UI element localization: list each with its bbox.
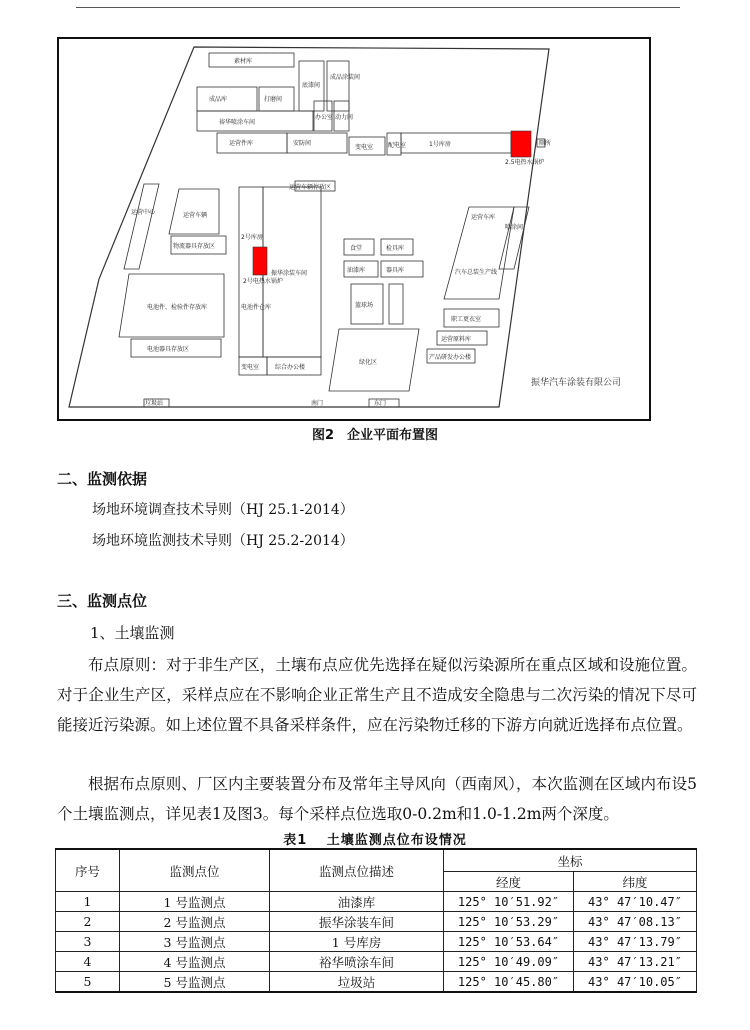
label-dongmen: 东门 — [374, 400, 387, 407]
label-qicai: 器具库 — [386, 267, 405, 274]
bldg-houzheng — [327, 61, 349, 111]
header-coord: 坐标 — [444, 849, 697, 872]
cell-point: 5 号监测点 — [120, 972, 270, 993]
label-dongli: 动力间 — [335, 114, 354, 121]
label-yingshe: 喷涂间 — [505, 224, 524, 231]
label-nanmen: 南门 — [311, 400, 324, 407]
label-yuhua: 裕华喷涂车间 — [219, 119, 256, 126]
boiler-2-marker — [253, 247, 267, 275]
label-zonghe: 综合办公楼 — [275, 364, 306, 371]
header-seq: 序号 — [56, 849, 120, 892]
table-row — [56, 972, 697, 993]
cell-lat: 43° 47′13.21″ — [574, 952, 697, 972]
label-jianji: 检具库 — [386, 245, 405, 252]
header-rule — [76, 7, 680, 8]
label-chengpin: 成品库 — [209, 96, 228, 103]
label-yunying-chan: 运营原料库 — [441, 336, 472, 343]
cell-seq: 3 — [56, 932, 120, 952]
label-peidian: 变电室 — [355, 144, 374, 151]
header-lat: 纬度 — [574, 872, 697, 892]
cell-point: 1 号监测点 — [120, 892, 270, 912]
cell-lon: 125° 10′53.29″ — [444, 912, 574, 932]
label-yunying-tingche: 运营车辆 — [183, 212, 208, 219]
label-shuchu: 运营车辆停放区 — [289, 184, 332, 191]
label-diancheche: 电池件、检验件存放库 — [147, 304, 208, 311]
basis-item-2: 场地环境监测技术导则（HJ 25.2-2014） — [92, 533, 354, 549]
bldg-yunying-lian — [124, 184, 159, 269]
label-laji: 垃圾站 — [145, 400, 164, 407]
label-shitang: 食堂 — [350, 245, 363, 252]
label-dianyong: 底漆间 — [302, 82, 321, 89]
cell-lat: 43° 47′10.05″ — [574, 972, 697, 993]
label-qiche-shengchan: 汽车总装生产线 — [455, 269, 498, 276]
table-caption: 表1 土壤监测点位布设情况 — [283, 833, 467, 848]
cell-seq: 2 — [56, 912, 120, 932]
table-row — [56, 892, 697, 912]
table-row — [56, 952, 697, 972]
cell-desc: 油漆库 — [270, 892, 444, 912]
basis-item-1: 场地环境调查技术导则（HJ 25.1-2014） — [92, 502, 354, 518]
site-boundary — [69, 47, 552, 407]
label-fenpei: 变电室 — [241, 364, 260, 371]
cell-lon: 125° 10′45.80″ — [444, 972, 574, 993]
paragraph-principle: 布点原则：对于非生产区，土壤布点应优先选择在疑似污染源所在重点区域和设施位置。对于企业生产区，采样点应在不影响企业正常生产且不造成安全隐患与二次污染的情况下尽可能接近污染源。如上述位置不具备采样条件，应在污染物迁移的下游方向就近选择布点位置。 — [57, 656, 697, 734]
figure-caption: 图2 企业平面布置图 — [311, 428, 439, 443]
label-bangong: 办公室 — [315, 114, 334, 121]
section3-heading: 三、监测点位 — [57, 592, 148, 610]
label-lvhua: 绿化区 — [359, 359, 378, 366]
label-lanqiu: 篮球场 — [355, 302, 374, 309]
cell-lon: 125° 10′53.64″ — [444, 932, 574, 952]
site-plan-drawing — [59, 39, 651, 421]
label-wuliu: 物流器具存放区 — [173, 243, 216, 250]
label-cesuo: 厕所 — [539, 140, 552, 147]
label-warehouse1: 1号库房 — [429, 141, 451, 148]
cell-lat: 43° 47′13.79″ — [574, 932, 697, 952]
label-company: 振华汽车涂装有限公司 — [531, 378, 622, 388]
label-chanpin: 产品研发办公楼 — [429, 354, 472, 361]
bldg-warehouse1 — [401, 133, 511, 153]
label-warehouse2: 2号库房 — [241, 234, 263, 241]
label-dabao: 打磨间 — [264, 96, 283, 103]
cell-lon: 125° 10′51.92″ — [444, 892, 574, 912]
table-row — [56, 932, 697, 952]
bldg-qiju2 — [389, 284, 403, 324]
label-dulou: 配电室 — [388, 142, 407, 149]
cell-seq: 1 — [56, 892, 120, 912]
header-point: 监测点位 — [120, 849, 270, 892]
cell-seq: 5 — [56, 972, 120, 993]
site-plan-figure — [57, 37, 651, 421]
cell-lat: 43° 47′10.47″ — [574, 892, 697, 912]
cell-lon: 125° 10′49.09″ — [444, 952, 574, 972]
table-header-row — [56, 849, 697, 872]
label-yunying-lian: 运营中心 — [131, 209, 156, 216]
cell-point: 2 号监测点 — [120, 912, 270, 932]
label-houzheng: 成品涂装间 — [330, 74, 361, 81]
paragraph-layout: 根据布点原则、厂区内主要装置分布及常年主导风向（西南风），本次监测在区域内布设5个土壤监测点，详见表1及图3。每个采样点位选取0-0.2m和1.0-1.2m两个深度。 — [57, 775, 697, 823]
label-youqi: 油漆库 — [347, 267, 366, 274]
cell-desc: 裕华喷涂车间 — [270, 952, 444, 972]
header-lon: 经度 — [444, 872, 574, 892]
label-peijian: 运营件库 — [229, 140, 254, 147]
soil-monitoring-subheading: 1、土壤监测 — [90, 624, 175, 642]
cell-desc: 垃圾站 — [270, 972, 444, 993]
cell-desc: 振华涂装车间 — [270, 912, 444, 932]
monitoring-points-table — [55, 848, 697, 993]
cell-point: 4 号监测点 — [120, 952, 270, 972]
label-anfang: 安防间 — [293, 140, 312, 147]
label-dianchi-qu: 电池器具存放区 — [147, 346, 190, 353]
label-yunying-ku: 运营车库 — [471, 214, 496, 221]
cell-desc: 1 号库房 — [270, 932, 444, 952]
cell-lat: 43° 47′08.13″ — [574, 912, 697, 932]
cell-seq: 4 — [56, 952, 120, 972]
label-sucai: 素材库 — [234, 58, 253, 65]
label-zhigong: 职工更衣室 — [451, 316, 482, 323]
section2-heading: 二、监测依据 — [57, 470, 148, 488]
cell-point: 3 号监测点 — [120, 932, 270, 952]
label-zhenhua: 振华涂装车间 — [271, 270, 308, 277]
bldg-yingshe — [499, 207, 529, 269]
label-boiler1: 2.5电热水锅炉 — [505, 159, 545, 166]
header-desc: 监测点位描述 — [270, 849, 444, 892]
boiler-1-marker — [511, 131, 531, 157]
table-row — [56, 912, 697, 932]
label-dianchi-ku: 电池件仓库 — [241, 304, 272, 311]
label-boiler2: 2号电热水锅炉 — [243, 278, 283, 285]
